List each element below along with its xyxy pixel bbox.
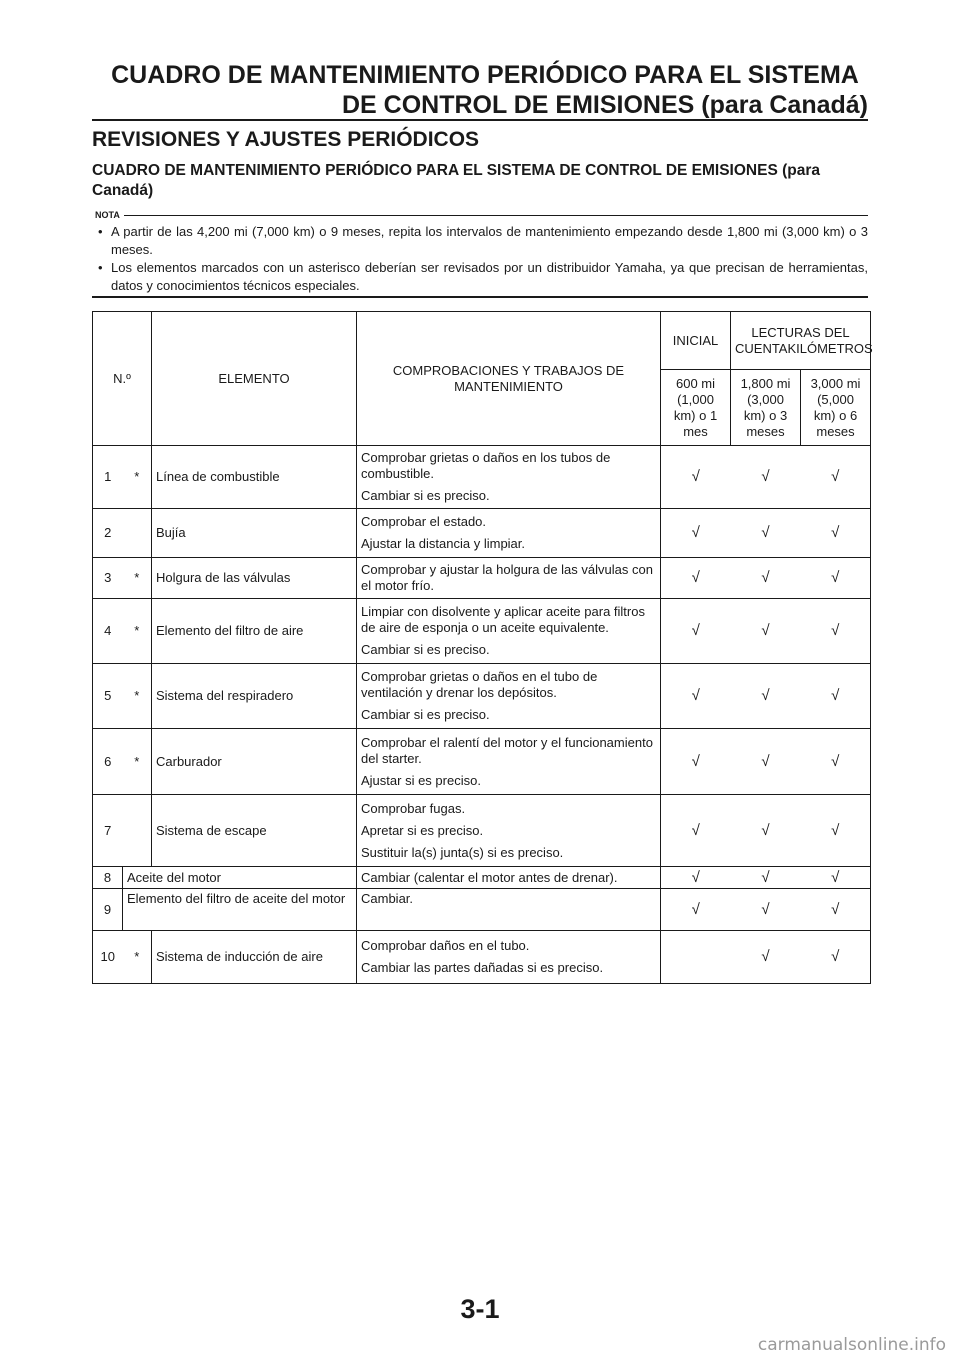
row-asterisk: * bbox=[123, 446, 152, 509]
nota-item-text: A partir de las 4,200 mi (7,000 km) o 9 meses, repita los intervalos de mantenimiento empezando desde 1,800 mi (3,000 km) o 3 meses. bbox=[111, 224, 868, 257]
watermark: carmanualsonline.info bbox=[757, 1335, 946, 1355]
nota-bottom-rule bbox=[92, 296, 868, 298]
check-mark-icon: √ bbox=[731, 558, 801, 599]
row-number: 10 bbox=[93, 931, 123, 984]
page-number: 3-1 bbox=[460, 1294, 500, 1324]
row-number: 1 bbox=[93, 446, 123, 509]
row-checks bbox=[357, 509, 661, 558]
header-checks: COMPROBACIONES Y TRABAJOS DE MANTENIMIENTO bbox=[357, 312, 661, 446]
check-mark-icon: √ bbox=[731, 729, 801, 795]
table-row bbox=[93, 867, 871, 889]
table-row bbox=[93, 509, 871, 558]
row-element: Holgura de las válvulas bbox=[152, 558, 357, 599]
row-check-text: Limpiar con disolvente y aplicar aceite para filtros de aire de esponja o un aceite equivalente. bbox=[361, 604, 645, 635]
check-mark-icon: √ bbox=[661, 509, 731, 558]
row-check-text: Comprobar el ralentí del motor y el funcionamiento del starter. bbox=[361, 734, 653, 766]
row-check-text: Cambiar si es preciso. bbox=[361, 642, 490, 657]
check-mark-icon: √ bbox=[661, 889, 731, 931]
check-mark-icon: √ bbox=[731, 599, 801, 664]
table-row bbox=[93, 931, 871, 984]
check-mark-icon: √ bbox=[731, 867, 801, 889]
row-check-text: Ajustar la distancia y limpiar. bbox=[361, 536, 526, 551]
nota-item bbox=[92, 259, 868, 295]
row-element: Sistema de inducción de aire bbox=[152, 931, 357, 984]
row-check-text: Sustituir la(s) junta(s) si es preciso. bbox=[361, 844, 564, 860]
row-check-text: Comprobar grietas o daños en los tubos de combustible. bbox=[361, 450, 611, 481]
table-row bbox=[93, 729, 871, 795]
check-mark-icon: √ bbox=[731, 446, 801, 509]
header-num: N.º bbox=[93, 312, 152, 446]
row-checks bbox=[357, 446, 661, 509]
row-number: 2 bbox=[93, 509, 123, 558]
nota-item bbox=[92, 223, 868, 259]
row-number: 7 bbox=[93, 795, 123, 867]
row-element: Aceite del motor bbox=[123, 867, 357, 889]
row-checks bbox=[357, 558, 661, 599]
row-number: 8 bbox=[93, 867, 123, 889]
row-check-text: Cambiar si es preciso. bbox=[361, 488, 490, 503]
bullet-icon: • bbox=[98, 260, 103, 275]
header-interval-3: 3,000 mi (5,000 km) o 6 meses bbox=[801, 370, 871, 446]
row-check-text: Cambiar las partes dañadas si es preciso. bbox=[361, 960, 604, 975]
check-mark-icon bbox=[661, 931, 731, 984]
header-interval-2: 1,800 mi (3,000 km) o 3 meses bbox=[731, 370, 801, 446]
check-mark-icon: √ bbox=[801, 729, 871, 795]
nota-list bbox=[92, 223, 868, 295]
header-rule bbox=[92, 119, 868, 121]
row-check-text: Comprobar fugas. bbox=[361, 800, 466, 816]
check-mark-icon: √ bbox=[801, 558, 871, 599]
row-check-text: Cambiar. bbox=[361, 891, 414, 906]
row-asterisk bbox=[123, 509, 152, 558]
header-interval-1: 600 mi (1,000 km) o 1 mes bbox=[661, 370, 731, 446]
table-row bbox=[93, 795, 871, 867]
check-mark-icon: √ bbox=[731, 889, 801, 931]
check-mark-icon: √ bbox=[801, 795, 871, 867]
table-row bbox=[93, 664, 871, 729]
nota-item-text: Los elementos marcados con un asterisco deberían ser revisados por un distribuidor Yamaha, ya que precisan de herramientas, datos y conocimientos técnicos especiales. bbox=[111, 260, 868, 293]
nota-label-row bbox=[92, 208, 868, 222]
header-line-1: CUADRO DE MANTENIMIENTO PERIÓDICO PARA EL SISTEMA bbox=[111, 61, 859, 89]
maintenance-table bbox=[92, 311, 871, 984]
check-mark-icon: √ bbox=[731, 509, 801, 558]
row-element: Elemento del filtro de aceite del motor bbox=[123, 889, 357, 931]
check-mark-icon: √ bbox=[661, 558, 731, 599]
row-asterisk: * bbox=[123, 729, 152, 795]
table-row bbox=[93, 558, 871, 599]
check-mark-icon: √ bbox=[801, 664, 871, 729]
row-check-text: Comprobar grietas o daños en el tubo de ventilación y drenar los depósitos. bbox=[361, 669, 598, 700]
row-check-text: Cambiar (calentar el motor antes de drenar). bbox=[361, 869, 618, 885]
check-mark-icon: √ bbox=[661, 867, 731, 889]
row-asterisk: * bbox=[123, 558, 152, 599]
row-checks bbox=[357, 889, 661, 931]
row-checks bbox=[357, 599, 661, 664]
check-mark-icon: √ bbox=[731, 931, 801, 984]
header-line-2: DE CONTROL DE EMISIONES (para Canadá) bbox=[341, 91, 868, 119]
check-mark-icon: √ bbox=[731, 664, 801, 729]
check-mark-icon: √ bbox=[661, 795, 731, 867]
row-checks bbox=[357, 729, 661, 795]
row-check-text: Cambiar si es preciso. bbox=[361, 707, 490, 722]
header-odometer: LECTURAS DEL CUENTAKILÓMETROS bbox=[731, 312, 871, 370]
check-mark-icon: √ bbox=[801, 889, 871, 931]
sub-title: CUADRO DE MANTENIMIENTO PERIÓDICO PARA EL SISTEMA DE CONTROL DE EMISIONES (para Canadá) bbox=[92, 162, 820, 199]
row-asterisk: * bbox=[123, 664, 152, 729]
check-mark-icon: √ bbox=[801, 931, 871, 984]
row-check-text: Comprobar el estado. bbox=[361, 514, 487, 529]
table-row bbox=[93, 446, 871, 509]
row-element: Sistema de escape bbox=[152, 795, 357, 867]
row-number: 3 bbox=[93, 558, 123, 599]
row-number: 9 bbox=[93, 889, 123, 931]
row-checks bbox=[357, 795, 661, 867]
row-element: Carburador bbox=[152, 729, 357, 795]
check-mark-icon: √ bbox=[661, 664, 731, 729]
check-mark-icon: √ bbox=[661, 599, 731, 664]
row-element: Línea de combustible bbox=[152, 446, 357, 509]
check-mark-icon: √ bbox=[661, 729, 731, 795]
nota-box bbox=[92, 208, 868, 295]
row-check-text: Comprobar y ajustar la holgura de las válvulas con el motor frío. bbox=[361, 562, 653, 593]
row-asterisk: * bbox=[123, 931, 152, 984]
row-checks bbox=[357, 664, 661, 729]
page-header bbox=[92, 60, 868, 120]
header-element: ELEMENTO bbox=[152, 312, 357, 446]
check-mark-icon: √ bbox=[801, 867, 871, 889]
row-check-text: Comprobar daños en el tubo. bbox=[361, 938, 530, 953]
row-number: 6 bbox=[93, 729, 123, 795]
nota-label: NOTA bbox=[95, 210, 120, 220]
row-element: Elemento del filtro de aire bbox=[152, 599, 357, 664]
row-asterisk: * bbox=[123, 599, 152, 664]
check-mark-icon: √ bbox=[801, 446, 871, 509]
section-title: REVISIONES Y AJUSTES PERIÓDICOS bbox=[92, 128, 480, 151]
row-element: Sistema del respiradero bbox=[152, 664, 357, 729]
row-number: 4 bbox=[93, 599, 123, 664]
bullet-icon: • bbox=[98, 224, 103, 239]
row-check-text: Ajustar si es preciso. bbox=[361, 772, 481, 788]
row-checks bbox=[357, 931, 661, 984]
row-checks bbox=[357, 867, 661, 889]
nota-rule bbox=[124, 215, 868, 216]
check-mark-icon: √ bbox=[801, 509, 871, 558]
row-number: 5 bbox=[93, 664, 123, 729]
header-initial: INICIAL bbox=[661, 312, 731, 370]
check-mark-icon: √ bbox=[731, 795, 801, 867]
check-mark-icon: √ bbox=[661, 446, 731, 509]
row-check-text: Apretar si es preciso. bbox=[361, 822, 484, 838]
check-mark-icon: √ bbox=[801, 599, 871, 664]
table-row bbox=[93, 599, 871, 664]
row-element: Bujía bbox=[152, 509, 357, 558]
row-asterisk bbox=[123, 795, 152, 867]
table-row bbox=[93, 889, 871, 931]
